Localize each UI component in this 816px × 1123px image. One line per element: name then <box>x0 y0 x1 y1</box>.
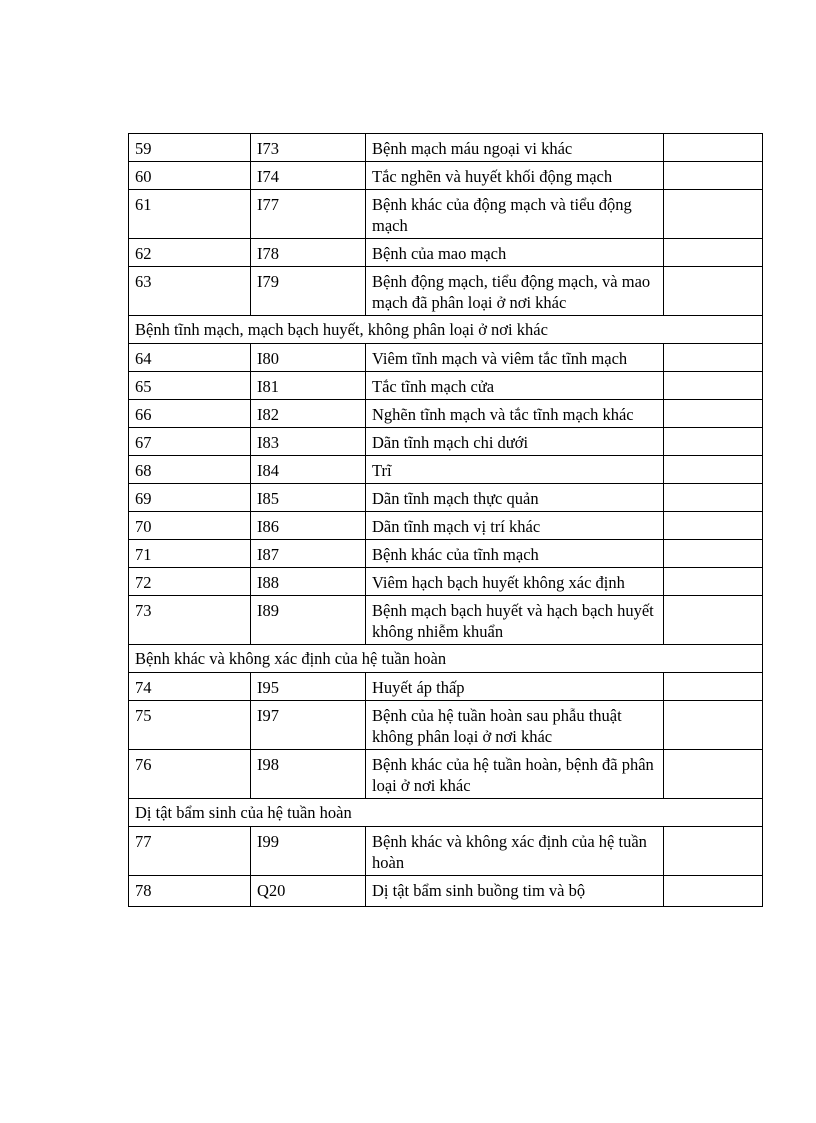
table-row <box>129 267 763 316</box>
table-row <box>129 540 763 568</box>
table-row <box>129 344 763 372</box>
table-row <box>129 568 763 596</box>
section-header-row <box>129 645 763 673</box>
disease-name-cell: Bệnh khác của động mạch và tiểu động mạch <box>366 190 664 239</box>
disease-name-cell: Nghẽn tĩnh mạch và tắc tĩnh mạch khác <box>366 400 664 428</box>
icd-code-cell: I80 <box>251 344 366 372</box>
icd-code-cell: I82 <box>251 400 366 428</box>
empty-cell <box>664 134 763 162</box>
empty-cell <box>664 239 763 267</box>
icd-code-cell: I99 <box>251 827 366 876</box>
disease-name-cell: Bệnh động mạch, tiểu động mạch, và mao mạch đã phân loại ở nơi khác <box>366 267 664 316</box>
table-row <box>129 750 763 799</box>
icd-code-cell: I81 <box>251 372 366 400</box>
section-title: Dị tật bẩm sinh của hệ tuần hoàn <box>129 799 763 827</box>
row-number-cell: 60 <box>129 162 251 190</box>
empty-cell <box>664 568 763 596</box>
row-number-cell: 72 <box>129 568 251 596</box>
empty-cell <box>664 540 763 568</box>
disease-name-cell: Bệnh khác của tĩnh mạch <box>366 540 664 568</box>
icd-code-cell: I88 <box>251 568 366 596</box>
disease-name-cell: Bệnh khác của hệ tuần hoàn, bệnh đã phân loại ở nơi khác <box>366 750 664 799</box>
row-number-cell: 75 <box>129 701 251 750</box>
table-row <box>129 239 763 267</box>
row-number-cell: 62 <box>129 239 251 267</box>
empty-cell <box>664 750 763 799</box>
row-number-cell: 71 <box>129 540 251 568</box>
row-number-cell: 61 <box>129 190 251 239</box>
empty-cell <box>664 344 763 372</box>
row-number-cell: 65 <box>129 372 251 400</box>
table-row <box>129 190 763 239</box>
icd-code-cell: I73 <box>251 134 366 162</box>
icd-code-cell: I78 <box>251 239 366 267</box>
table-row <box>129 596 763 645</box>
icd-code-cell: I98 <box>251 750 366 799</box>
table-row <box>129 428 763 456</box>
disease-name-cell: Viêm tĩnh mạch và viêm tắc tĩnh mạch <box>366 344 664 372</box>
icd-code-cell: I97 <box>251 701 366 750</box>
row-number-cell: 64 <box>129 344 251 372</box>
disease-name-cell: Viêm hạch bạch huyết không xác định <box>366 568 664 596</box>
table-row <box>129 512 763 540</box>
icd-code-cell: I77 <box>251 190 366 239</box>
section-title: Bệnh tĩnh mạch, mạch bạch huyết, không phân loại ở nơi khác <box>129 316 763 344</box>
empty-cell <box>664 456 763 484</box>
section-header-row <box>129 799 763 827</box>
disease-name-cell: Bệnh khác và không xác định của hệ tuần hoàn <box>366 827 664 876</box>
disease-code-table <box>128 133 763 907</box>
empty-cell <box>664 428 763 456</box>
row-number-cell: 70 <box>129 512 251 540</box>
row-number-cell: 73 <box>129 596 251 645</box>
row-number-cell: 74 <box>129 673 251 701</box>
disease-name-cell: Tắc nghẽn và huyết khối động mạch <box>366 162 664 190</box>
empty-cell <box>664 400 763 428</box>
table-row <box>129 827 763 876</box>
table-body <box>129 134 763 907</box>
table-row <box>129 484 763 512</box>
disease-name-cell: Bệnh của mao mạch <box>366 239 664 267</box>
icd-code-cell: I79 <box>251 267 366 316</box>
disease-name-cell: Dãn tĩnh mạch thực quản <box>366 484 664 512</box>
empty-cell <box>664 162 763 190</box>
empty-cell <box>664 267 763 316</box>
empty-cell <box>664 372 763 400</box>
row-number-cell: 77 <box>129 827 251 876</box>
empty-cell <box>664 596 763 645</box>
empty-cell <box>664 673 763 701</box>
disease-name-cell: Bệnh mạch bạch huyết và hạch bạch huyết không nhiễm khuẩn <box>366 596 664 645</box>
icd-code-cell: Q20 <box>251 876 366 907</box>
row-number-cell: 59 <box>129 134 251 162</box>
icd-code-cell: I74 <box>251 162 366 190</box>
disease-name-cell: Dãn tĩnh mạch chi dưới <box>366 428 664 456</box>
icd-code-cell: I86 <box>251 512 366 540</box>
row-number-cell: 78 <box>129 876 251 907</box>
disease-name-cell: Trĩ <box>366 456 664 484</box>
disease-name-cell: Huyết áp thấp <box>366 673 664 701</box>
empty-cell <box>664 701 763 750</box>
disease-name-cell: Dị tật bẩm sinh buồng tim và bộ <box>366 876 664 907</box>
row-number-cell: 68 <box>129 456 251 484</box>
table-row <box>129 400 763 428</box>
table-row <box>129 162 763 190</box>
row-number-cell: 67 <box>129 428 251 456</box>
empty-cell <box>664 484 763 512</box>
icd-code-cell: I85 <box>251 484 366 512</box>
section-header-row <box>129 316 763 344</box>
disease-name-cell: Tắc tĩnh mạch cửa <box>366 372 664 400</box>
disease-name-cell: Bệnh mạch máu ngoại vi khác <box>366 134 664 162</box>
icd-code-cell: I87 <box>251 540 366 568</box>
icd-code-cell: I95 <box>251 673 366 701</box>
empty-cell <box>664 876 763 907</box>
empty-cell <box>664 512 763 540</box>
table-row <box>129 134 763 162</box>
table-row <box>129 372 763 400</box>
empty-cell <box>664 190 763 239</box>
disease-name-cell: Bệnh của hệ tuần hoàn sau phẫu thuật không phân loại ở nơi khác <box>366 701 664 750</box>
icd-code-cell: I83 <box>251 428 366 456</box>
table-row <box>129 701 763 750</box>
row-number-cell: 76 <box>129 750 251 799</box>
table-row <box>129 673 763 701</box>
row-number-cell: 66 <box>129 400 251 428</box>
icd-code-cell: I89 <box>251 596 366 645</box>
icd-code-cell: I84 <box>251 456 366 484</box>
row-number-cell: 63 <box>129 267 251 316</box>
table-row <box>129 456 763 484</box>
row-number-cell: 69 <box>129 484 251 512</box>
disease-name-cell: Dãn tĩnh mạch vị trí khác <box>366 512 664 540</box>
table-row <box>129 876 763 907</box>
section-title: Bệnh khác và không xác định của hệ tuần hoàn <box>129 645 763 673</box>
empty-cell <box>664 827 763 876</box>
